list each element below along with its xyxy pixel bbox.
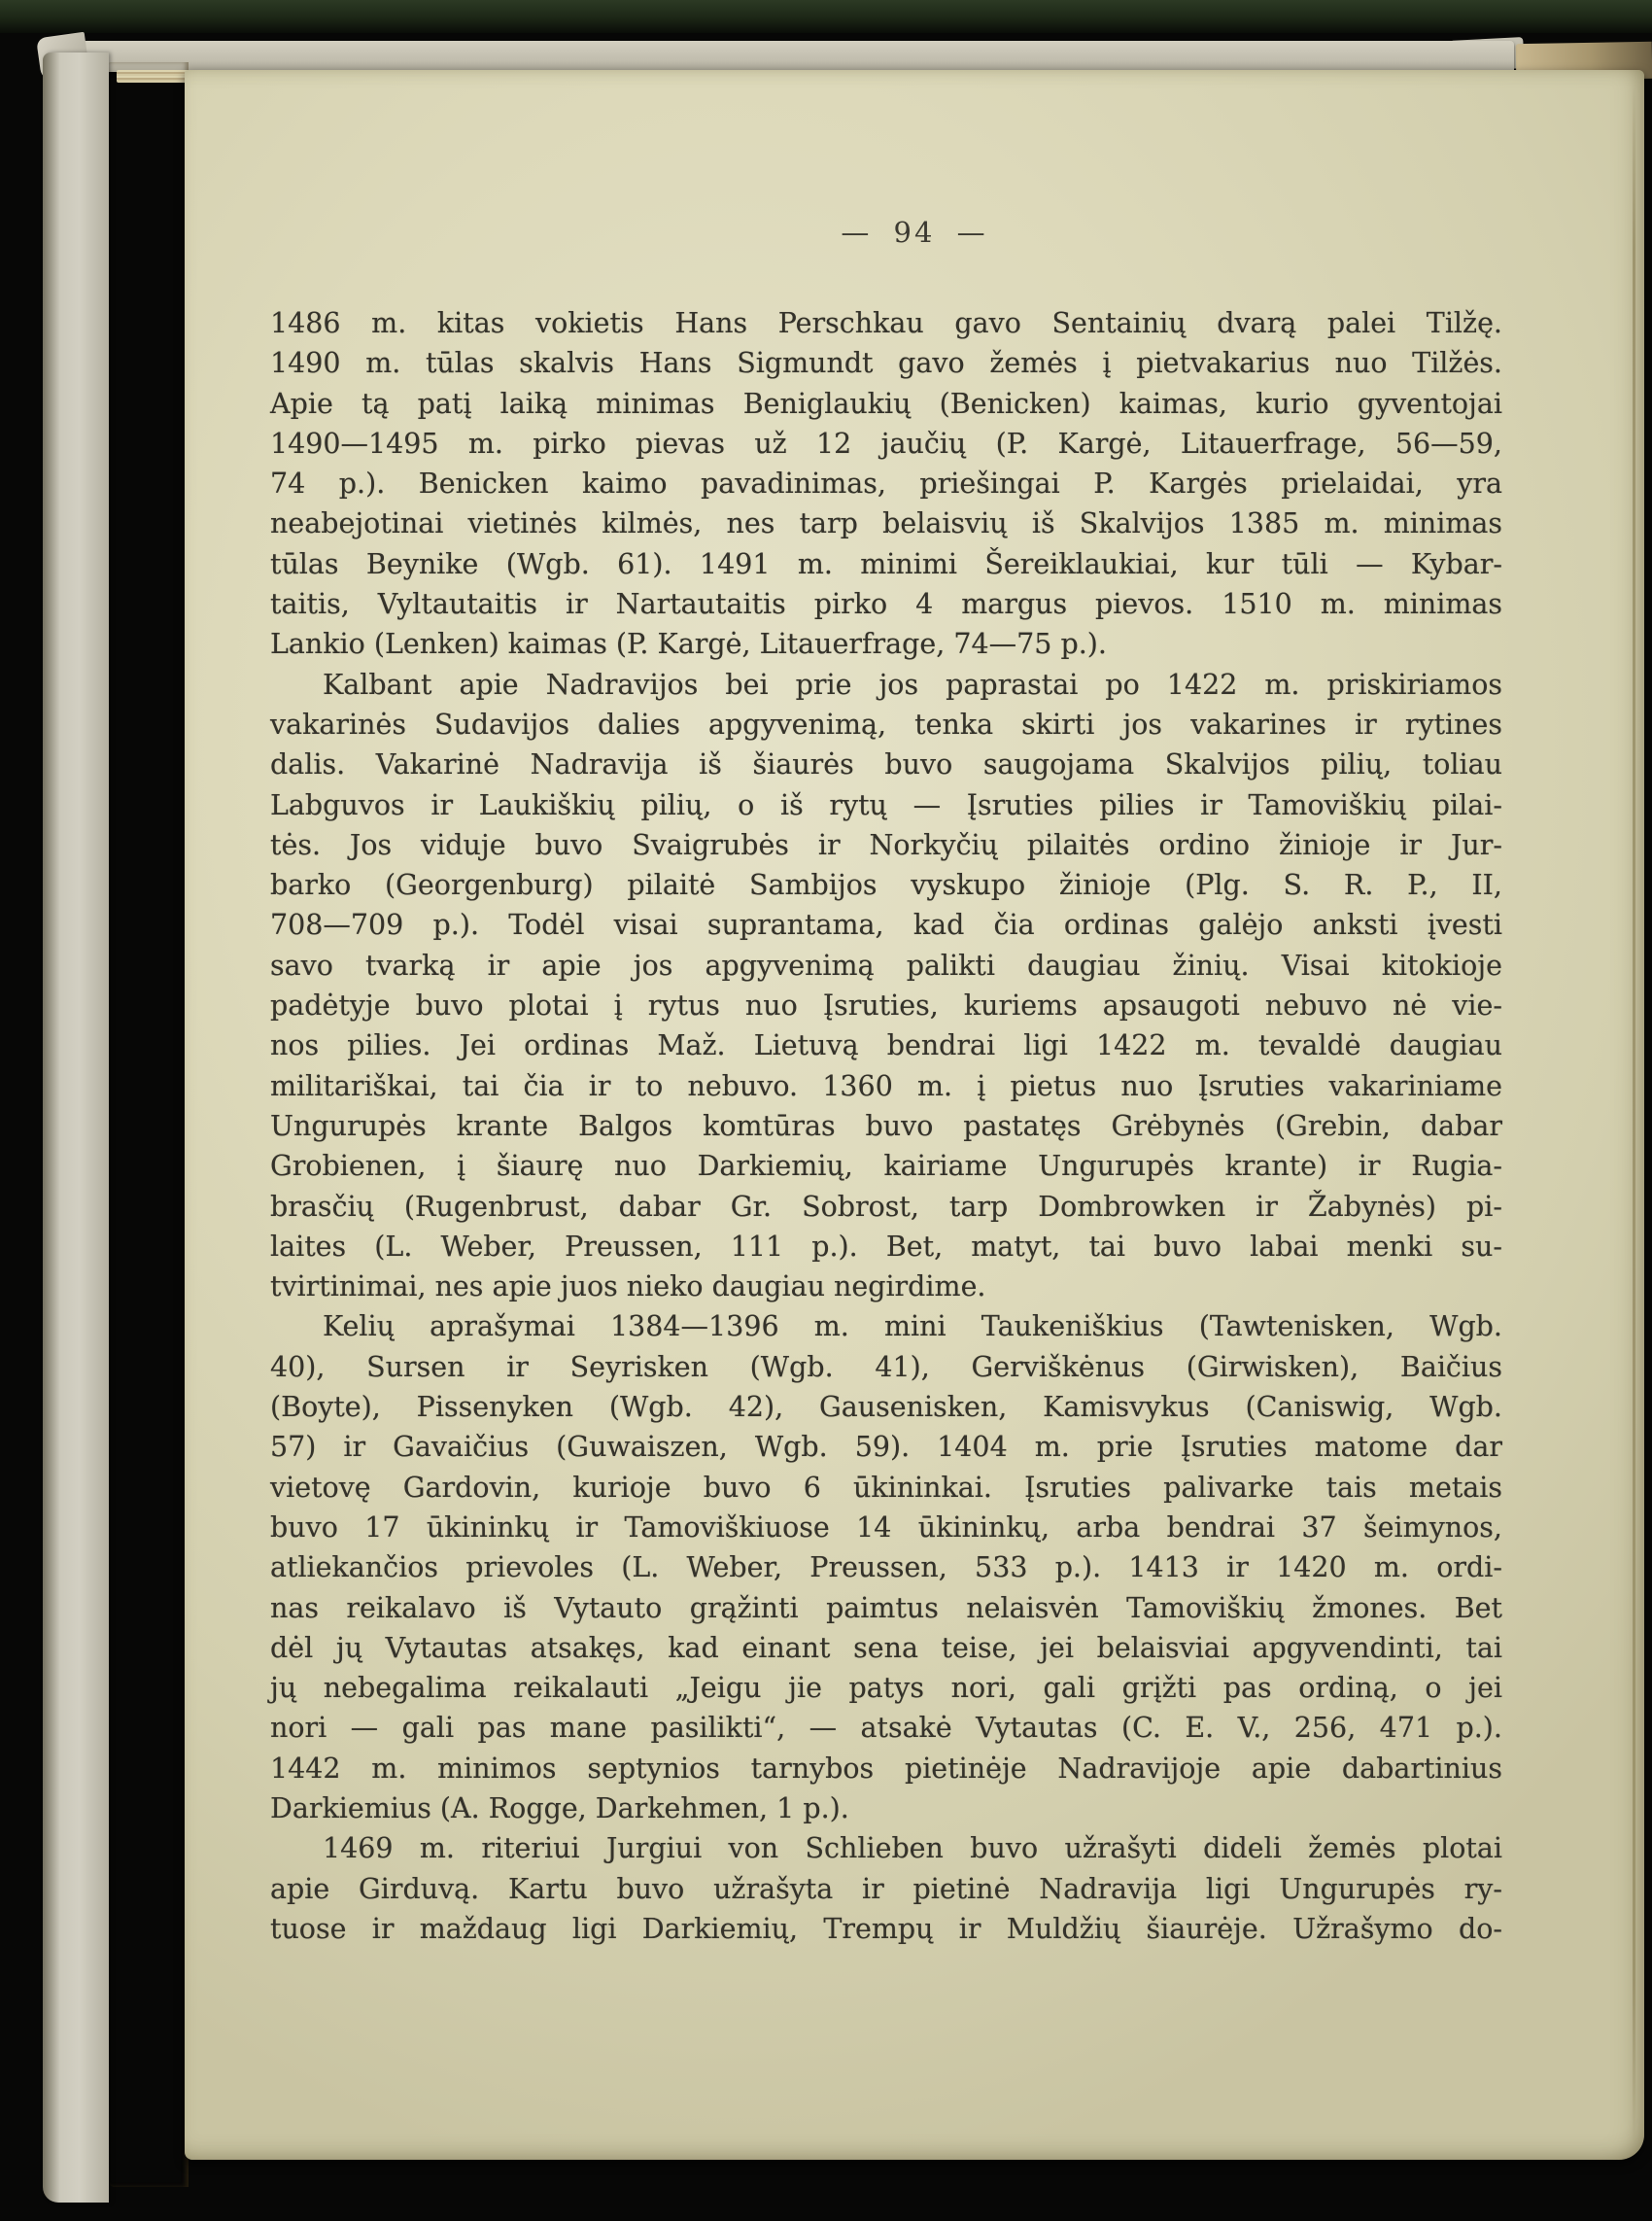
text-line: Labguvos ir Laukiškių pilių, o iš rytų — Įsruties pilies ir Tamoviškių pilai-	[270, 788, 1502, 821]
text-line: buvo 17 ūkininkų ir Tamoviškiuose 14 ūkininkų, arba bendrai 37 šeimynos,	[270, 1510, 1502, 1544]
text-line: 1490—1495 m. pirko pievas už 12 jaučių (P. Kargė, Litauerfrage, 56—59,	[270, 427, 1502, 460]
text-line: atliekančios prievoles (L. Weber, Preussen, 533 p.). 1413 ir 1420 m. ordi-	[270, 1551, 1502, 1584]
text-line: nos pilies. Jei ordinas Maž. Lietuvą bendrai ligi 1422 m. tevaldė daugiau	[270, 1029, 1502, 1062]
text-line: tūlas Beynike (Wgb. 61). 1491 m. minimi Šereiklaukiai, kur tūli — Kybar-	[270, 547, 1502, 580]
text-line: padėtyje buvo plotai į rytus nuo Įsruties, kuriems apsaugoti nebuvo nė vie-	[270, 989, 1502, 1023]
text-line: tės. Jos viduje buvo Svaigrubės ir Norkyčių pilaitės ordino žinioje ir Jur-	[270, 828, 1502, 861]
text-line: 1486 m. kitas vokietis Hans Perschkau gavo Sentainių dvarą palei Tilžę.	[270, 307, 1502, 339]
text-line: 40), Sursen ir Seyrisken (Wgb. 41), Gerviškėnus (Girwisken), Baičius	[270, 1350, 1502, 1383]
text-line: Darkiemius (A. Rogge, Darkehmen, 1 p.).	[270, 1791, 849, 1824]
text-line: 57) ir Gavaičius (Guwaiszen, Wgb. 59). 1404 m. prie Įsruties matome dar	[270, 1431, 1502, 1464]
text-line: 74 p.). Benicken kaimo pavadinimas, priešingai P. Kargės prielaidai, yra	[270, 468, 1502, 501]
text-line: Ungurupės krante Balgos komtūras buvo pastatęs Grėbynės (Grebin, dabar	[270, 1109, 1502, 1142]
page-number: — 94 —	[841, 216, 988, 249]
text-line: apie Girduvą. Kartu buvo užrašyta ir pietinė Nadravija ligi Ungurupės ry-	[270, 1872, 1502, 1905]
text-line: 1490 m. tūlas skalvis Hans Sigmundt gavo žemės į pietvakarius nuo Tilžės.	[270, 347, 1502, 380]
text-line: vietovę Gardovin, kurioje buvo 6 ūkininkai. Įsruties palivarke tais metais	[270, 1471, 1502, 1504]
text-line: barko (Georgenburg) pilaitė Sambijos vyskupo žinioje (Plg. S. R. P., II,	[270, 869, 1502, 902]
text-line: Kalbant apie Nadravijos bei prie jos paprastai po 1422 m. priskiriamos	[323, 668, 1502, 701]
text-line: jų nebegalima reikalauti „Jeigu jie patys nori, gali grįžti pas ordiną, o jei	[270, 1672, 1502, 1705]
text-line: laites (L. Weber, Preussen, 111 p.). Bet, matyt, tai buvo labai menki su-	[270, 1230, 1502, 1263]
text-line: nori — gali pas mane pasilikti“, — atsakė Vytautas (C. E. V., 256, 471 p.).	[270, 1712, 1502, 1745]
text-line: dalis. Vakarinė Nadravija iš šiaurės buvo saugojama Skalvijos pilių, toliau	[270, 748, 1502, 781]
text-line: Lankio (Lenken) kaimas (P. Kargė, Litauerfrage, 74—75 p.).	[270, 628, 1107, 661]
book-cover-top-edge	[54, 41, 1514, 72]
book-cover-left-edge	[43, 52, 109, 2203]
table-edge-band	[0, 0, 1652, 33]
text-line: taitis, Vyltautaitis ir Nartautaitis pirko 4 margus pievos. 1510 m. minimas	[270, 588, 1502, 621]
text-line: 708—709 p.). Todėl visai suprantama, kad čia ordinas galėjo anksti įvesti	[270, 909, 1502, 942]
text-line: militariškai, tai čia ir to nebuvo. 1360 m. į pietus nuo Įsruties vakariniame	[270, 1069, 1502, 1102]
text-line: vakarinės Sudavijos dalies apgyvenimą, tenka skirti jos vakarines ir rytines	[270, 708, 1502, 741]
text-line: tuose ir maždaug ligi Darkiemių, Trempų ir Muldžių šiaurėje. Užrašymo do-	[270, 1912, 1502, 1945]
page-right-edge-seam	[1633, 84, 1635, 2144]
text-line: tvirtinimai, nes apie juos nieko daugiau negirdime.	[270, 1270, 986, 1303]
text-line: brasčių (Rugenbrust, dabar Gr. Sobrost, tarp Dombrowken ir Žabynės) pi-	[270, 1190, 1502, 1223]
page-fore-edge-stack	[109, 62, 189, 2187]
text-line: Apie tą patį laiką minimas Beniglaukių (Benicken) kaimas, kurio gyventojai	[270, 387, 1502, 420]
book-page	[185, 70, 1644, 2160]
text-line: Kelių aprašymai 1384—1396 m. mini Taukeniškius (Tawtenisken, Wgb.	[323, 1310, 1502, 1343]
text-line: dėl jų Vytautas atsakęs, kad einant sena teise, jei belaisviai apgyvendinti, tai	[270, 1631, 1502, 1664]
text-line: 1469 m. riteriui Jurgiui von Schlieben buvo užrašyti dideli žemės plotai	[323, 1832, 1502, 1865]
text-line: neabejotinai vietinės kilmės, nes tarp belaisvių iš Skalvijos 1385 m. minimas	[270, 507, 1502, 540]
text-line: savo tvarką ir apie jos apgyvenimą palikti daugiau žinių. Visai kitokioje	[270, 949, 1502, 982]
text-line: Grobienen, į šiaurę nuo Darkiemių, kairiame Ungurupės krante) ir Rugia-	[270, 1150, 1502, 1183]
text-line: 1442 m. minimos septynios tarnybos pietinėje Nadravijoje apie dabartinius	[270, 1752, 1502, 1785]
text-line: (Boyte), Pissenyken (Wgb. 42), Gausenisken, Kamisvykus (Caniswig, Wgb.	[270, 1391, 1502, 1424]
body-text	[270, 303, 1502, 1949]
text-line: nas reikalavo iš Vytauto grąžinti paimtus nelaisvėn Tamoviškių žmones. Bet	[270, 1591, 1502, 1624]
